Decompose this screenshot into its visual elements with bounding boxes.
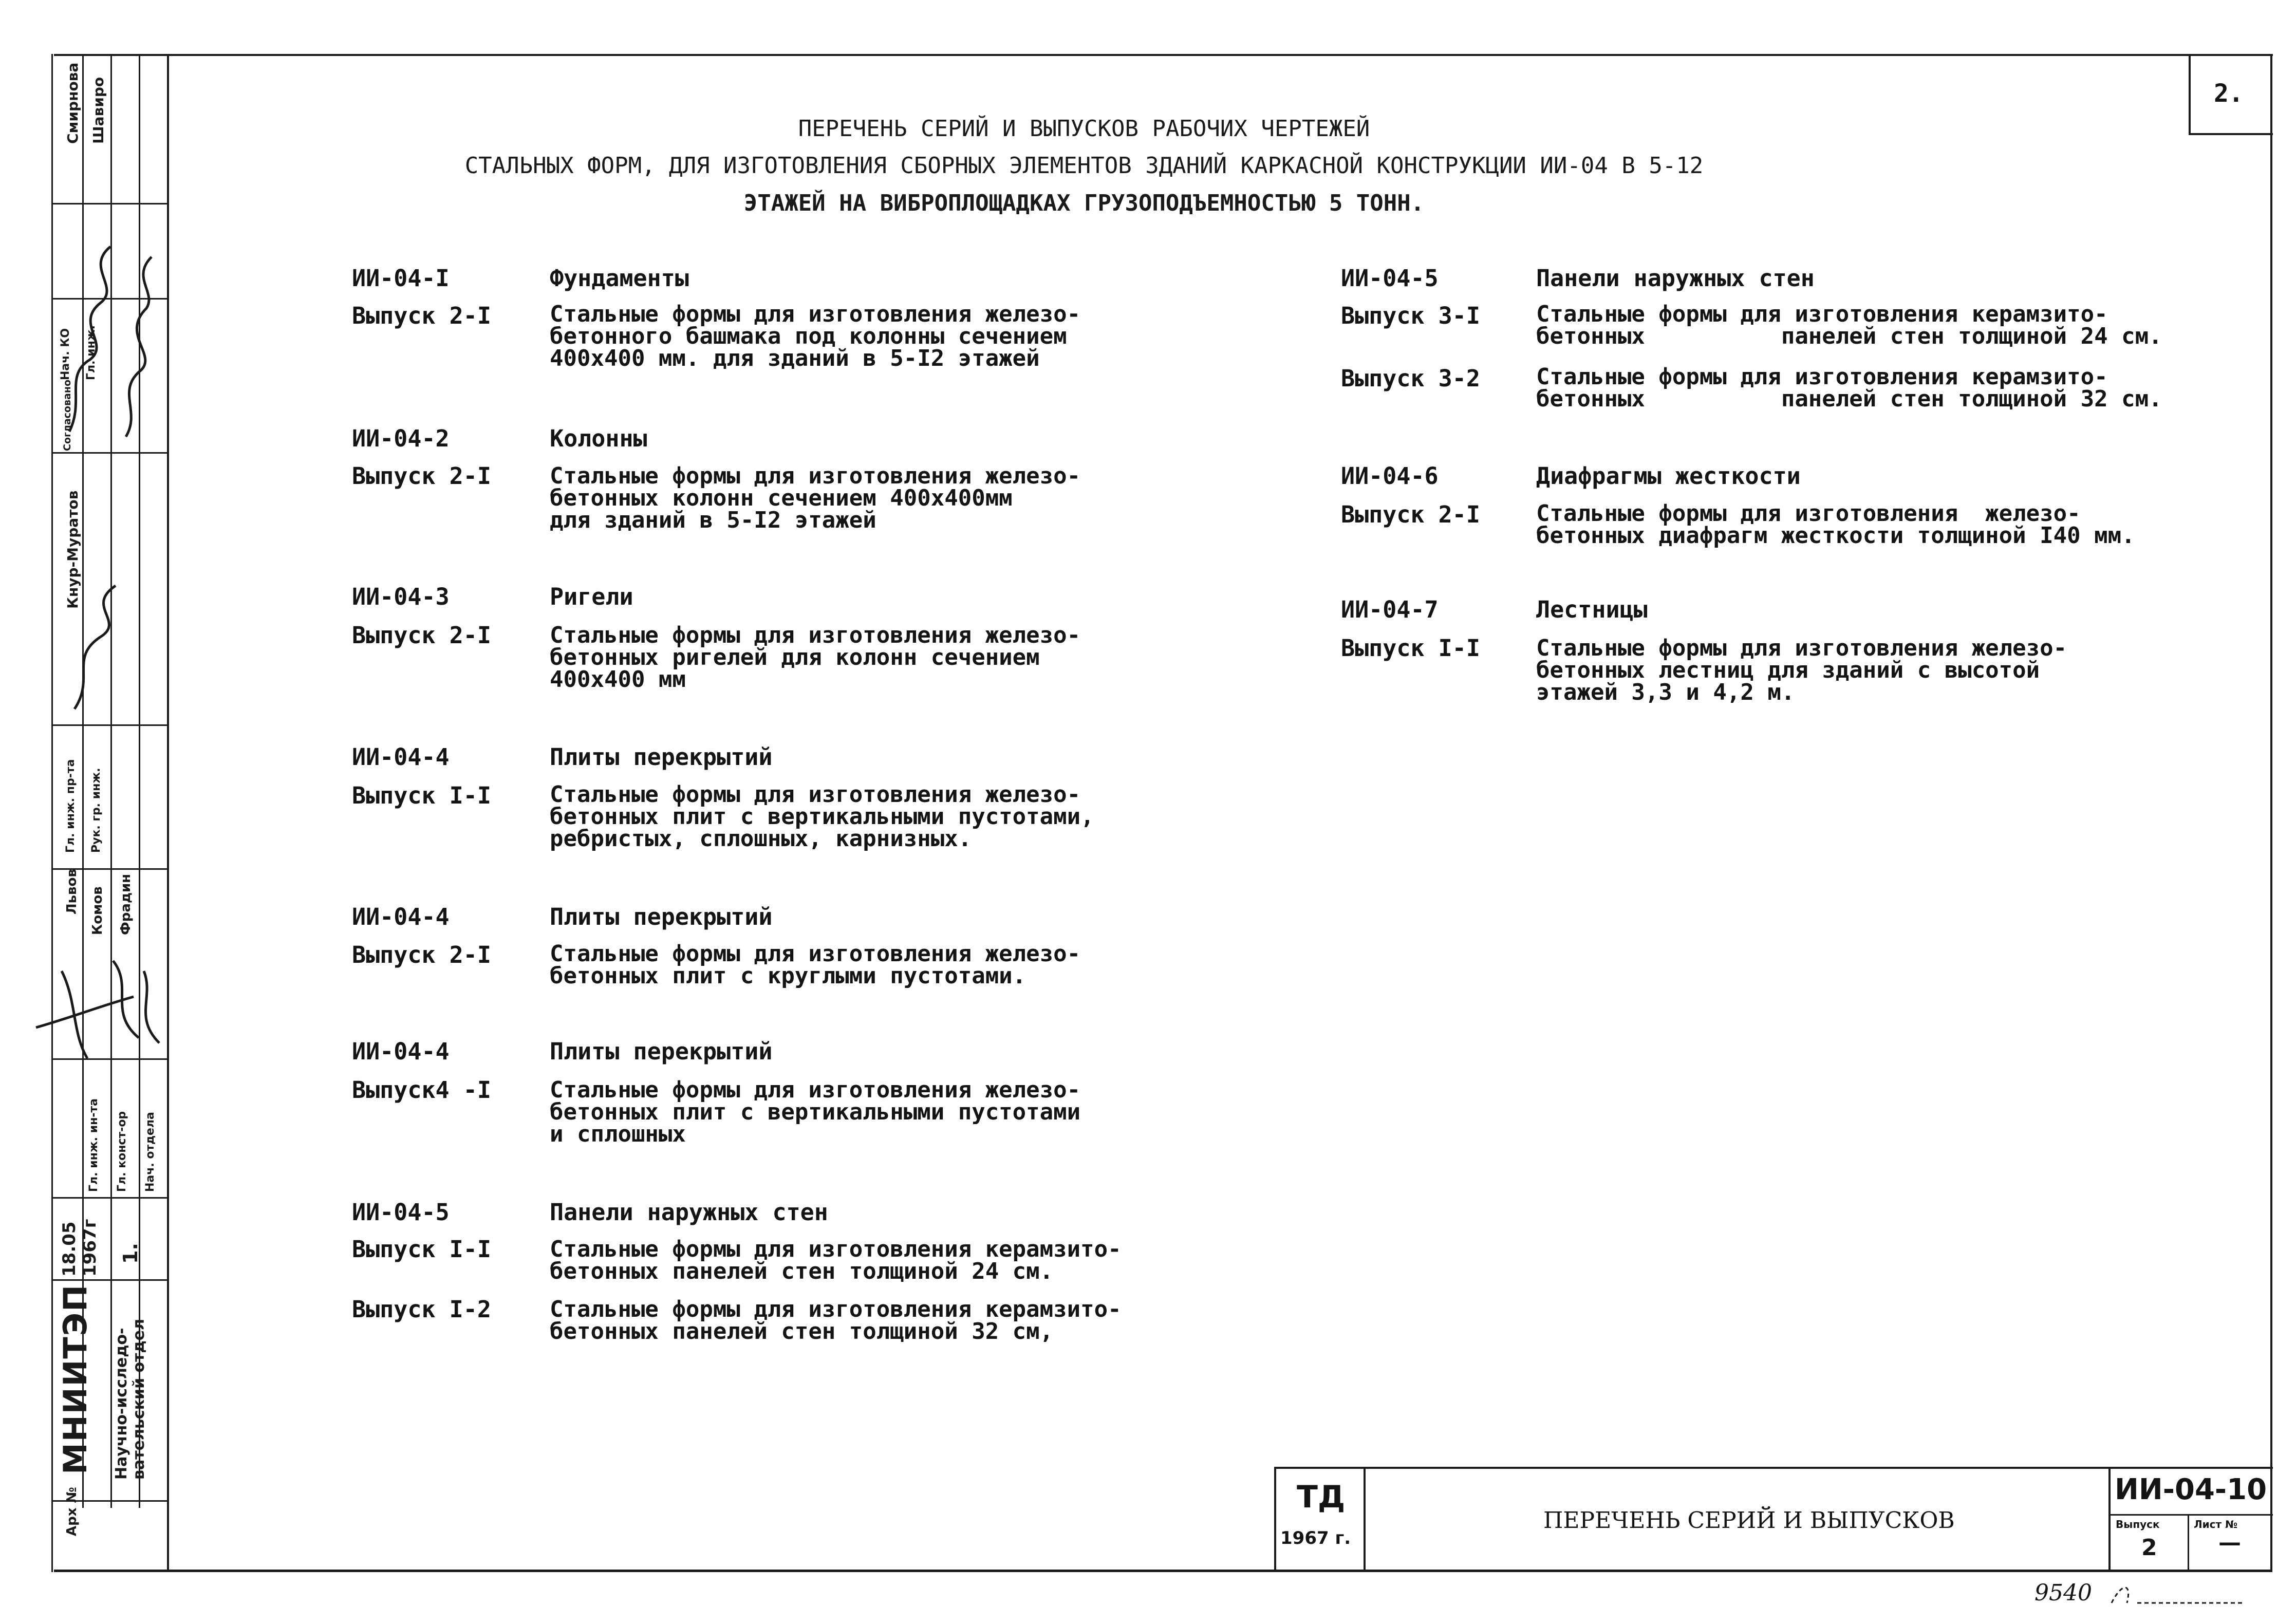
series-code: ИИ-04-7 (1341, 596, 1439, 623)
signature-image (54, 575, 167, 719)
stamp-sheet-count: 1. (119, 1243, 142, 1264)
signature-image (2106, 1577, 2250, 1613)
issue-text: Стальные формы для изготовления керамзито- бетонных панелей стен толщиной 32 см, (550, 1296, 1122, 1345)
stamp-role: Нач. КО (59, 328, 72, 380)
issue-label: Выпуск 3-I (1341, 302, 1480, 329)
stamp-role: Гл. инж. пр-та (64, 759, 77, 853)
series-heading: Панели наружных стен (550, 1199, 828, 1226)
series-heading: Колонны (550, 425, 647, 452)
issue-text: Стальные формы для изготовления железо- бетонных плит с вертикальными пустотами и сплошных (550, 1077, 1081, 1147)
stamp-code-cell (2108, 1469, 2273, 1570)
title-line-1: ПЕРЕЧЕНЬ СЕРИЙ И ВЫПУСКОВ РАБОЧИХ ЧЕРТЕЖЕЙ (798, 116, 1370, 142)
page-number-box (2189, 54, 2273, 135)
issue-label: Выпуск I-2 (352, 1296, 491, 1323)
stamp-row-line (51, 1197, 169, 1199)
issue-text: Стальные формы для изготовления железо- бетонного башмака под колонны сечением 400х400 мм. для зданий в 5-I2 этажей (550, 301, 1081, 371)
stamp-name: Смирнова (64, 62, 81, 144)
stamp-dept: Научно-исследо- вательский отдел (113, 1318, 148, 1480)
stamp-sheet-value: — (2218, 1529, 2241, 1556)
issue-label: Выпуск4 -I (352, 1076, 491, 1104)
series-heading: Плиты перекрытий (550, 743, 773, 771)
series-code: ИИ-04-4 (352, 743, 450, 771)
stamp-role: Рук. гр. инж. (90, 768, 103, 853)
stamp-row-line (51, 1279, 169, 1281)
stamp-name: Львов (64, 869, 80, 914)
stamp-issue-label: Выпуск (2116, 1518, 2160, 1530)
stamp-row-line (51, 203, 169, 204)
stamp-title: ПЕРЕЧЕНЬ СЕРИЙ И ВЫПУСКОВ (1543, 1507, 1955, 1534)
footer-note: 9540 (2034, 1580, 2092, 1606)
series-code: ИИ-04-2 (352, 425, 450, 452)
series-heading: Панели наружных стен (1536, 265, 1815, 292)
series-heading: Плиты перекрытий (550, 903, 773, 930)
stamp-td: ТД (1297, 1479, 1346, 1515)
stamp-name: Комов (90, 886, 105, 935)
series-code: ИИ-04-6 (1341, 462, 1439, 490)
stamp-issue-value: 2 (2141, 1535, 2157, 1561)
stamp-role: Согласовано (62, 379, 73, 451)
series-code: ИИ-04-5 (1341, 265, 1439, 292)
stamp-role: Гл. конст-ор (116, 1111, 128, 1192)
stamp-role: Нач. отдела (144, 1112, 157, 1192)
frame-left-line (167, 54, 169, 1570)
issue-label: Выпуск I-I (352, 1236, 491, 1263)
issue-text: Стальные формы для изготовления железо- бетонных ригелей для колонн сечением 400х400 мм (550, 622, 1081, 693)
issue-label: Выпуск I-I (352, 782, 491, 809)
issue-text: Стальные формы для изготовления железо- бетонных плит с круглыми пустотами. (550, 941, 1081, 989)
issue-text: Стальные формы для изготовления железо- бетонных диафрагм жесткости толщиной I40 мм. (1536, 500, 2135, 549)
frame-top-line (54, 54, 2272, 56)
series-code: ИИ-04-3 (352, 583, 450, 610)
issue-text: Стальные формы для изготовления железо- бетонных плит с вертикальными пустотами, ребристых, сплошных, карнизных. (550, 781, 1094, 852)
stamp-td-cell (1276, 1469, 1366, 1570)
stamp-row-line (51, 724, 169, 726)
stamp-row-line (51, 452, 169, 454)
stamp-divider (2188, 1514, 2189, 1570)
issue-label: Выпуск I-I (1341, 634, 1480, 662)
stamp-year: 1967 г. (1280, 1528, 1351, 1548)
issue-label: Выпуск 2-I (352, 622, 491, 649)
series-heading: Лестницы (1536, 596, 1648, 623)
bottom-stamp (1274, 1467, 2273, 1572)
series-code: ИИ-04-4 (352, 1038, 450, 1065)
frame-right-line (2270, 54, 2272, 1572)
issue-text: Стальные формы для изготовления железо- бетонных лестниц для зданий с высотой этажей 3,3 и 4,2 м. (1536, 635, 2067, 705)
series-code: ИИ-04-5 (352, 1199, 450, 1226)
issue-label: Выпуск 2-I (1341, 501, 1480, 528)
stamp-name: Фрадин (118, 873, 134, 935)
stamp-name: Шавиро (90, 77, 107, 144)
issue-label: Выпуск 2-I (352, 941, 491, 968)
issue-text: Стальные формы для изготовления керамзито- бетонных панелей стен толщиной 24 см. (550, 1236, 1122, 1284)
stamp-date: 18.05 1967г (59, 1219, 100, 1277)
series-heading: Диафрагмы жесткости (1536, 462, 1801, 490)
series-heading: Плиты перекрытий (550, 1038, 773, 1065)
series-heading: Ригели (550, 583, 633, 610)
series-code: ИИ-04-I (352, 265, 450, 292)
stamp-series: ИИ-04-10 (2115, 1473, 2267, 1506)
stamp-role: Гл. инж. ин-та (87, 1098, 100, 1192)
series-heading: Фундаменты (550, 265, 689, 292)
page-number: 2. (2214, 79, 2244, 108)
stamp-role: Гл. инж. (85, 325, 98, 380)
title-line-3: ЭТАЖЕЙ НА ВИБРОПЛОЩАДКАХ ГРУЗОПОДЪЕМНОСТЬЮ 5 ТОНН. (743, 190, 1425, 216)
stamp-border (51, 54, 53, 1572)
issue-text: Стальные формы для изготовления керамзито- бетонных панелей стен толщиной 32 см. (1536, 364, 2162, 412)
signature-image (54, 206, 167, 447)
stamp-divider (2111, 1514, 2273, 1516)
stamp-org: МНИИТЭП (57, 1283, 94, 1474)
issue-text: Стальные формы для изготовления железо- бетонных колонн сечением 400х400мм для зданий в 5-I2 этажей (550, 463, 1081, 533)
issue-label: Выпуск 2-I (352, 302, 491, 329)
stamp-name: Кнур-Муратов (64, 490, 81, 609)
title-line-2: СТАЛЬНЫХ ФОРМ, ДЛЯ ИЗГОТОВЛЕНИЯ СБОРНЫХ ЭЛЕМЕНТОВ ЗДАНИЙ КАРКАСНОЙ КОНСТРУКЦИИ ИИ-04 В 5-12 (464, 153, 1704, 179)
stamp-sheet-label: Лист № (2194, 1518, 2238, 1530)
issue-label: Выпуск 2-I (352, 462, 491, 490)
issue-label: Выпуск 3-2 (1341, 365, 1480, 392)
stamp-arh: Арх № (64, 1487, 80, 1536)
issue-text: Стальные формы для изготовления керамзито- бетонных панелей стен толщиной 24 см. (1536, 301, 2162, 349)
signature-image (31, 940, 170, 1063)
series-code: ИИ-04-4 (352, 903, 450, 930)
